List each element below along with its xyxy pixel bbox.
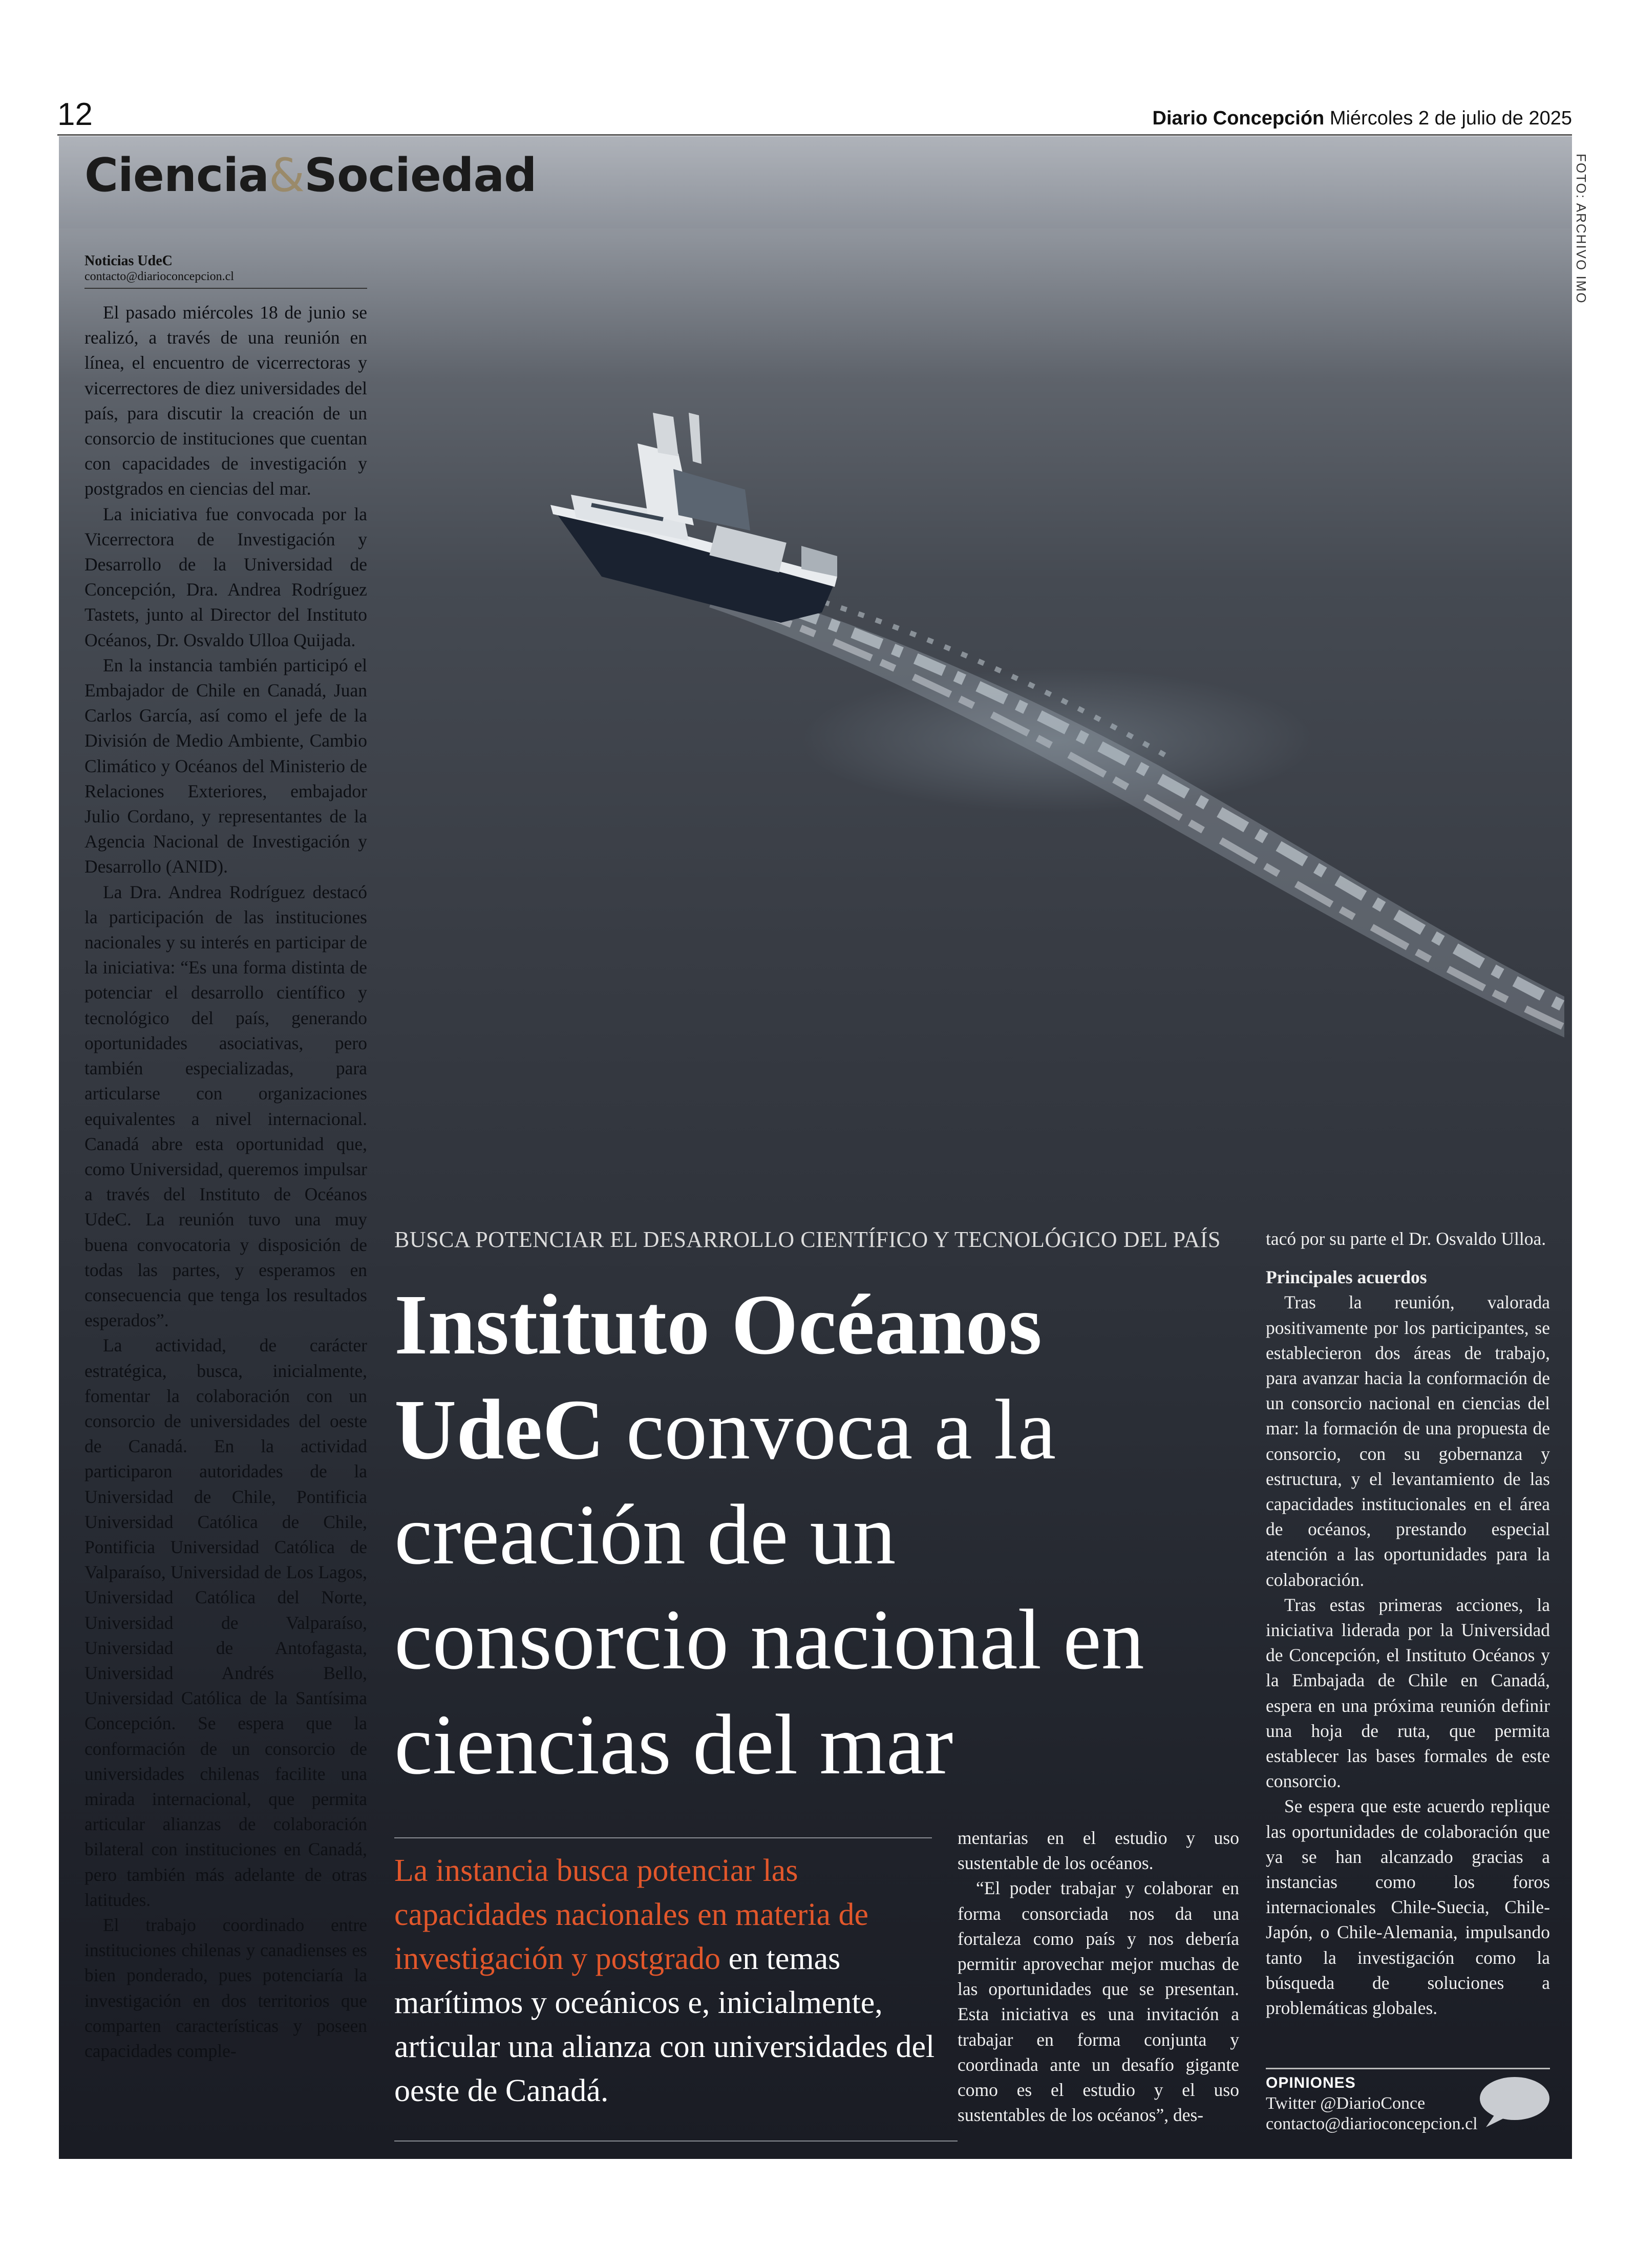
section-title — [84, 149, 537, 202]
research-vessel — [550, 413, 837, 623]
opinions-box — [1266, 2073, 1478, 2134]
article-column-left — [84, 300, 367, 2064]
masthead — [1153, 108, 1572, 130]
opinions-rule — [1266, 2068, 1550, 2069]
byline-rule — [84, 288, 367, 289]
newspaper-name: Diario Concepción — [1152, 108, 1325, 129]
paragraph: En la instancia también participó el Embajador de Chile en Canadá, Juan Carlos García, así como el jefe de la División de Medio Ambiente, Cambio Climático y Océanos del Ministerio de Relaciones Exteriores, embajador Julio Cordano, y representantes de la Agencia Nacional de Investigación y Desarrollo (ANID). — [84, 654, 367, 877]
paragraph: La iniciativa fue convocada por la Vicerrectora de Investigación y Desarrollo de la Universidad de Concepción, Dra. Andrea Rodríguez Tastets, junto al Director del Instituto Océanos, Dr. Osvaldo Ulloa Quijada. — [84, 503, 367, 650]
lead-rule-bottom — [394, 2140, 958, 2142]
header-rule — [57, 134, 1572, 136]
opinions-twitter[interactable]: Twitter @DiarioConce — [1266, 2094, 1426, 2113]
paragraph: Tras la reunión, valorada positivamente por los participantes, se establecieron dos áreas de trabajo, para avanzar hacia la conformación de un consorcio nacional en ciencias del mar: la formación de una propuesta de consorcio, con su gobernanza y estructura, y el levantamiento de las capacidades institucionales en el área de océanos, prestando especial atención a las oportunidades para la colaboración. — [1266, 1292, 1550, 1590]
article-column-right — [1266, 1226, 1550, 2021]
opinions-label: OPINIONES — [1266, 2074, 1356, 2091]
lead-rest: en temas marítimos y oceánicos e, inicialmente, articular una alianza con universidades del oeste de Canadá. — [394, 1941, 935, 2108]
speech-bubble-icon — [1475, 2074, 1552, 2130]
article-kicker: BUSCA POTENCIAR EL DESARROLLO CIENTÍFICO Y TECNOLÓGICO DEL PAÍS — [394, 1227, 1221, 1252]
page-number: 12 — [57, 97, 93, 132]
headline-rest: convoca a la creación de un consorcio nacional en ciencias del mar — [394, 1382, 1144, 1792]
paragraph: La Dra. Andrea Rodríguez destacó la participación de las instituciones nacionales y su interés en participar de la iniciativa: “Es una forma distinta de potenciar el desarrollo científico y tecnológico del país, generando oportunidades asociativas, pero también especializadas, para articularse con organizaciones equivalentes a nivel internacional. Canadá abre esta oportunidad que, como Universidad, queremos impulsar a través del Instituto de Océanos UdeC. La reunión tuvo una muy buena convocatoria y disposición de todas las partes, y esperamos en consecuencia que tenga los resultados esperados”. — [84, 881, 367, 1331]
paragraph: Se espera que este acuerdo replique las oportunidades de colaboración que ya se han alcanzado gracias a instancias como los foros internacionales Chile-Suecia, Chile-Japón, o Chile-Alemania, impulsando tanto la investigación como la búsqueda de soluciones a problemáticas globales. — [1266, 1796, 1550, 2019]
paragraph: tacó por su parte el Dr. Osvaldo Ulloa. — [1266, 1228, 1546, 1249]
paragraph: mentarias en el estudio y uso sustentable de los océanos. — [958, 1828, 1239, 1874]
article-lead — [394, 1849, 937, 2113]
lead-accent: La instancia busca potenciar las capacidades nacionales en materia de investigación y postgrado — [394, 1853, 869, 1976]
section-title-part2: Sociedad — [304, 149, 537, 202]
photo-credit-text: FOTO: ARCHIVO IMO — [1574, 154, 1589, 304]
paragraph: El pasado miércoles 18 de junio se realizó, a través de una reunión en línea, el encuentro de vicerrectoras y vicerrectores de diez universidades del país, para discutir la creación de un consorcio de instituciones que cuentan con capacidades de investigación y postgrados en ciencias del mar. — [84, 302, 367, 499]
byline-author: Noticias UdeC — [84, 253, 173, 269]
section-title-part1: Ciencia — [84, 149, 269, 202]
issue-date: Miércoles 2 de julio de 2025 — [1329, 108, 1572, 129]
byline-email: contacto@diarioconcepcion.cl — [84, 270, 234, 283]
byline — [84, 253, 234, 284]
subhead: Principales acuerdos — [1266, 1267, 1427, 1288]
photo-credit — [1574, 154, 1604, 369]
ship-wake — [709, 577, 1564, 1037]
lead-rule-top — [394, 1837, 932, 1838]
paragraph: La actividad, de carácter estratégica, busca, inicialmente, fomentar la colaboración con un consorcio de universidades del oeste de Canadá. En la actividad participaron autoridades de la Universidad de Chile, Pontificia Universidad Católica de Chile, Pontificia Universidad Católica de Valparaíso, Universidad de Los Lagos, Universidad Católica del Norte, Universidad de Valparaíso, Universidad de Antofagasta, Universidad Andrés Bello, Universidad Católica de la Santísima Concepción. Se espera que la conformación de un consorcio de universidades chilenas facilite una mirada internacional, que permita articular alianzas de colaboración bilateral con instituciones en Canadá, pero también más adelante de otras latitudes. — [84, 1335, 367, 1910]
article-column-middle — [958, 1826, 1239, 2128]
headline-bold: Instituto Océanos UdeC — [394, 1277, 1042, 1477]
paragraph: El trabajo coordinado entre instituciones chilenas y canadienses es bien ponderado, pues potenciaría la investigación en dos territorios que comparten características y poseen capacidades comple- — [84, 1915, 367, 2062]
paragraph: “El poder trabajar y colaborar en forma consorciada nos da una fortaleza como país y nos debería permitir aprovechar mejor muchas de las oportunidades que se presentan. Esta iniciativa es una invitación a trabajar en forma conjunta y coordinada ante un desafío gigante como es el estudio y el uso sustentables de los océanos”, des- — [958, 1878, 1239, 2126]
paragraph: Tras estas primeras acciones, la iniciativa liderada por la Universidad de Concepción, el Instituto Océanos y la Embajada de Chile en Canadá, espera en una próxima reunión definir una hoja de ruta, que permita establecer las bases formales de este consorcio. — [1266, 1594, 1550, 1792]
opinions-email[interactable]: contacto@diarioconcepcion.cl — [1266, 2114, 1478, 2133]
article-headline — [394, 1273, 1224, 1797]
section-title-ampersand: & — [268, 149, 305, 202]
